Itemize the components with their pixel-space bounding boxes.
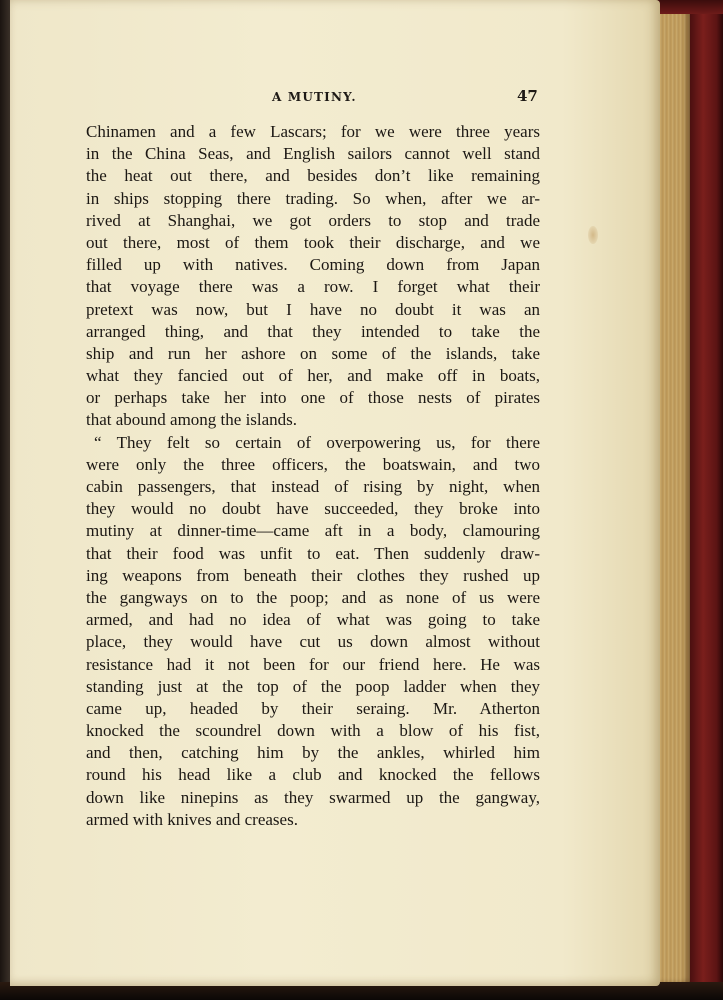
text-line: round his head like a club and knocked the fellows: [86, 765, 540, 785]
text-line: mutiny at dinner-time—came aft in a body, clamouring: [86, 521, 540, 541]
text-line: or perhaps take her into one of those nests of pirates: [86, 388, 540, 408]
text-line: were only the three officers, the boatswain, and two: [86, 454, 540, 474]
text-line: arranged thing, and that they intended to take the: [86, 321, 540, 341]
book-page: [10, 0, 660, 986]
text-line: in the China Seas, and English sailors cannot well stand: [86, 144, 540, 164]
page-number: 47: [517, 87, 538, 105]
text-line: out there, most of them took their discharge, and we: [86, 232, 540, 252]
text-line: that abound among the islands.: [86, 410, 298, 430]
book-cover: [690, 0, 723, 1000]
page-edges: [655, 8, 691, 984]
text-line: resistance had it not been for our friend here. He was: [86, 654, 540, 674]
text-line: armed, and had no idea of what was going to take: [86, 610, 540, 630]
text-line: knocked the scoundrel down with a blow of his fist,: [86, 721, 540, 741]
binding-left-edge: [0, 0, 10, 1000]
running-head: [10, 87, 660, 108]
text-line: rived at Shanghai, we got orders to stop and trade: [86, 210, 540, 230]
text-line: that their food was unfit to eat. Then suddenly draw-: [86, 543, 540, 563]
paper-stain: [588, 226, 598, 244]
text-line: in ships stopping there trading. So when, after we ar-: [86, 188, 540, 208]
text-line: place, they would have cut us down almost without: [86, 632, 540, 652]
text-line: Chinamen and a few Lascars; for we were three years: [86, 122, 540, 141]
text-line: ing weapons from beneath their clothes they rushed up: [86, 565, 540, 585]
text-line: and then, catching him by the ankles, whirled him: [86, 743, 540, 763]
text-line: the heat out there, and besides don’t like remaining: [86, 166, 540, 186]
text-line: filled up with natives. Coming down from Japan: [86, 255, 540, 275]
text-line: what they fancied out of her, and make off in boats,: [86, 366, 540, 386]
text-line: cabin passengers, that instead of rising by night, when: [86, 477, 540, 496]
running-head-title: A MUTINY.: [272, 90, 357, 104]
text-line: “ They felt so certain of overpowering us, for there: [94, 432, 540, 452]
text-line: armed with knives and creases.: [86, 809, 298, 829]
text-line: pretext was now, but I have no doubt it was an: [86, 299, 540, 319]
text-line: ship and run her ashore on some of the islands, take: [86, 343, 540, 363]
text-line: that voyage there was a row. I forget what their: [86, 277, 540, 297]
text-line: the gangways on to the poop; and as none of us were: [86, 587, 540, 607]
text-line: standing just at the top of the poop ladder when they: [86, 676, 540, 696]
text-line: down like ninepins as they swarmed up the gangway,: [86, 787, 540, 807]
text-line: they would no doubt have succeeded, they broke into: [86, 499, 540, 519]
body-text: [86, 121, 540, 831]
text-line: came up, headed by their seraing. Mr. Atherton: [86, 698, 540, 718]
